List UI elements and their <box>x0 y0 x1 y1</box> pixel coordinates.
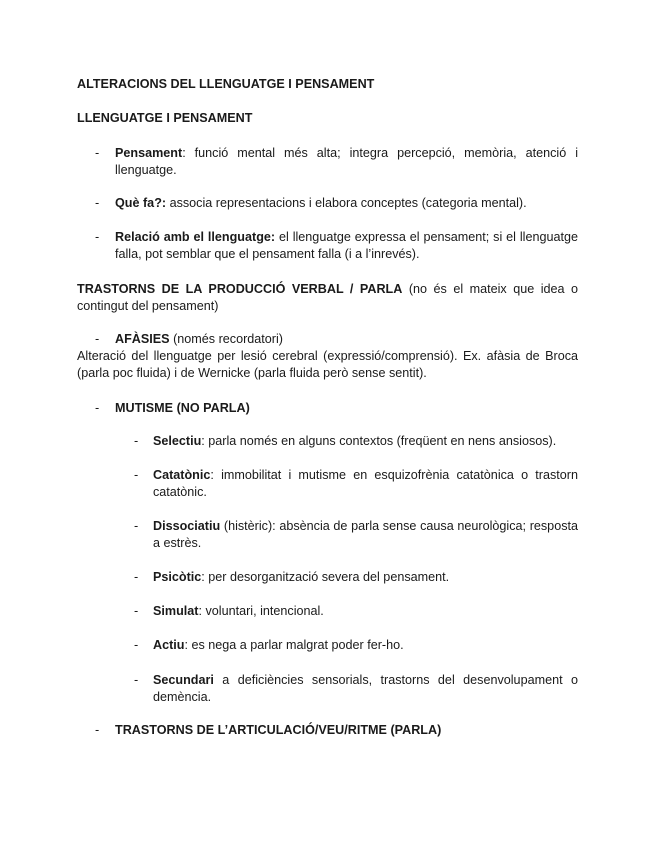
definition-simulat: : voluntari, intencional. <box>198 604 324 618</box>
section-heading-text: TRASTORNS DE LA PRODUCCIÓ VERBAL / PARLA <box>77 282 403 296</box>
term-catatonic: Catatònic <box>153 468 211 482</box>
term-selectiu: Selectiu <box>153 434 202 448</box>
term-secundari: Secundari <box>153 673 214 687</box>
term-relacio: Relació amb el llenguatge: <box>115 230 276 244</box>
definition-relacio: el llenguatge expressa el pensament; si el llenguatge falla, pot semblar que el pensament falla (i a l’inrevés). <box>115 230 578 261</box>
definition-psicotic: : per desorganització severa del pensament. <box>201 570 450 584</box>
bullet-dash: - <box>134 519 139 533</box>
definition-secundari: a deficiències sensorials, trastorns del desenvolupament o demència. <box>153 673 578 704</box>
bullet-dash: - <box>134 638 139 652</box>
definition-catatonic: : immobilitat i mutisme en esquizofrènia catatònica o trastorn catatònic. <box>153 468 578 499</box>
bullet-dash: - <box>95 332 100 346</box>
section-heading-note: (no és el mateix que idea o contingut del pensament) <box>77 282 578 313</box>
term-dissociatiu: Dissociatiu <box>153 519 221 533</box>
definition-selectiu: : parla només en alguns contextos (freqüent en nens ansiosos). <box>201 434 557 448</box>
afasies-note: (només recordatori) <box>169 332 283 346</box>
afasies-description: Alteració del llenguatge per lesió cerebral (expressió/comprensió). Ex. afàsia de Broca (parla poc fluida) i de Wernicke (parla fluida però sense sentit). <box>77 349 578 380</box>
term-actiu: Actiu <box>153 638 185 652</box>
bullet-dash: - <box>134 604 139 618</box>
document-title: ALTERACIONS DEL LLENGUATGE I PENSAMENT <box>77 77 375 91</box>
bullet-dash: - <box>134 570 139 584</box>
bullet-dash: - <box>95 230 100 244</box>
term-psicotic: Psicòtic <box>153 570 202 584</box>
term-afasies: AFÀSIES <box>115 332 170 346</box>
bullet-dash: - <box>95 723 100 737</box>
bullet-dash: - <box>134 468 139 482</box>
term-pensament: Pensament <box>115 146 183 160</box>
definition-que-fa: associa representacions i elabora conceptes (categoria mental). <box>166 196 527 210</box>
section-heading-llenguatge-pensament: LLENGUATGE I PENSAMENT <box>77 111 253 125</box>
bullet-dash: - <box>95 196 100 210</box>
definition-pensament: : funció mental més alta; integra percepció, memòria, atenció i llenguatge. <box>115 146 578 177</box>
bullet-dash: - <box>134 673 139 687</box>
term-que-fa: Què fa?: <box>115 196 167 210</box>
term-simulat: Simulat <box>153 604 199 618</box>
bullet-dash: - <box>95 146 100 160</box>
term-mutisme: MUTISME (NO PARLA) <box>115 401 250 415</box>
section-heading-trastorns-produccio <box>77 281 578 315</box>
term-articulacio: TRASTORNS DE L’ARTICULACIÓ/VEU/RITME (PARLA) <box>115 723 442 737</box>
bullet-dash: - <box>134 434 139 448</box>
bullet-dash: - <box>95 401 100 415</box>
definition-dissociatiu: (histèric): absència de parla sense causa neurològica; resposta a estrès. <box>153 519 578 550</box>
definition-actiu: : es nega a parlar malgrat poder fer-ho. <box>184 638 404 652</box>
